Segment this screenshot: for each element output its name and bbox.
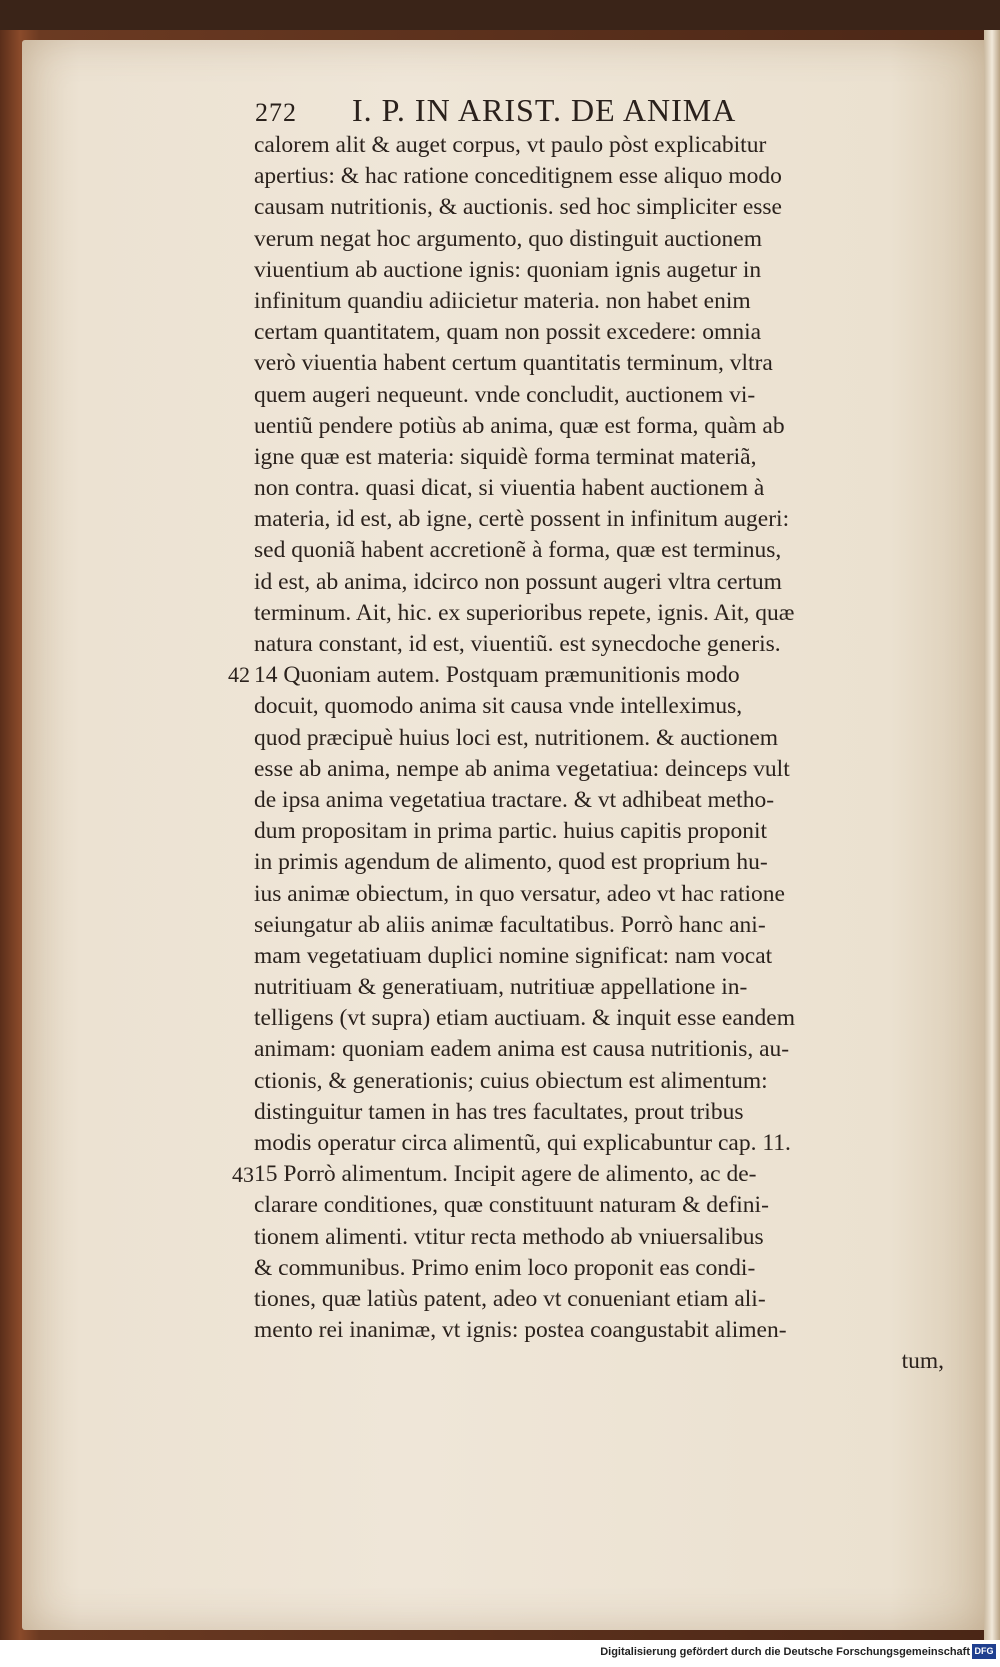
text-line: de ipsa anima vegetatiua tractare. & vt adhibeat metho- [254,786,775,813]
text-line: clarare conditiones, quæ constituunt naturam & defini- [254,1192,769,1219]
text-line: igne quæ est materia: siquidè forma terminat materiã, [254,443,757,470]
text-line: causam nutritionis, & auctionis. sed hoc simpliciter esse [254,194,782,221]
text-line: calorem alit & auget corpus, vt paulo pòst explicabitur [254,132,767,158]
text-line: animam: quoniam eadem anima est causa nutritionis, au- [254,1036,790,1063]
text-line: nutritiuam & generatiuam, nutritiuæ appellatione in- [254,974,748,1001]
text-line: verò viuentia habent certum quantitatis terminum, vltra [254,350,773,377]
text-line: esse ab anima, nempe ab anima vegetatiua: deinceps vult [254,755,790,782]
text-line: materia, id est, ab igne, certè possent in infinitum augeri: [254,506,790,533]
margin-number: 43 [232,1162,254,1187]
funding-credit: Digitalisierung gefördert durch die Deutsche Forschungsgemeinschaft [600,1646,970,1658]
text-line: verum negat hoc argumento, quo distinguit auctionem [254,225,762,252]
body-text [254,130,944,1378]
text-line: mento rei inanimæ, vt ignis: postea coangustabit alimen- [254,1317,787,1344]
text-line: terminum. Ait, hic. ex superioribus repete, ignis. Ait, quæ [254,599,795,626]
text-line: id est, ab anima, idcirco non possunt augeri vltra certum [254,568,782,595]
text-line: non contra. quasi dicat, si viuentia habent auctionem à [254,475,765,502]
text-line: apertius: & hac ratione conceditignem esse aliquo modo [254,163,782,190]
text-line: dum propositam in prima partic. huius capitis proponit [254,818,768,845]
text-line: 15 Porrò alimentum. Incipit agere de alimento, ac de- [254,1161,757,1188]
text-line: seiungatur ab aliis animæ facultatibus. Porrò hanc ani- [254,911,766,938]
text-line: ius animæ obiectum, in quo versatur, adeo vt hac ratione [254,880,785,907]
text-line: in primis agendum de alimento, quod est proprium hu- [254,849,768,876]
dfg-logo: DFG [972,1644,996,1659]
text-line: 14 Quoniam autem. Postquam præmunitionis modo [254,662,740,689]
page-number: 272 [255,98,297,127]
text-line: natura constant, id est, viuentiũ. est synecdoche generis. [254,631,781,657]
page-stack-edge [984,30,1000,1640]
text-line: certam quantitatem, quam non possit excedere: omnia [254,319,762,346]
text-line: docuit, quomodo anima sit causa vnde intelleximus, [254,693,743,720]
running-title: I. P. IN ARIST. DE ANIMA [352,92,737,128]
text-line: viuentium ab auctione ignis: quoniam ignis augetur in [254,256,762,283]
text-line: & communibus. Primo enim loco proponit eas condi- [254,1254,756,1281]
text-line: uentiũ pendere potiùs ab anima, quæ est forma, quàm ab [254,412,785,439]
catchword: tum, [901,1348,944,1375]
margin-number: 42 [228,662,250,687]
digitization-footer [0,1640,1000,1667]
text-line: telligens (vt supra) etiam auctiuam. & inquit esse eandem [254,1005,795,1032]
text-line: tiones, quæ latiùs patent, adeo vt conueniant etiam ali- [254,1285,766,1312]
text-line: distinguitur tamen in has tres facultates, prout tribus [254,1098,744,1125]
text-line: modis operatur circa alimentũ, qui explicabuntur cap. 11. [254,1130,791,1156]
running-head [255,92,955,129]
text-line: infinitum quandiu adiicietur materia. non habet enim [254,287,751,314]
text-line: sed quoniã habent accretionẽ à forma, quæ est terminus, [254,537,782,564]
text-line: tionem alimenti. vtitur recta methodo ab vniuersalibus [254,1223,764,1250]
text-line: quem augeri nequeunt. vnde concludit, auctionem vi- [254,381,756,408]
text-line: mam vegetatiuam duplici nomine significat: nam vocat [254,942,773,969]
text-line: ctionis, & generationis; cuius obiectum est alimentum: [254,1067,768,1094]
text-line: quod præcipuè huius loci est, nutritionem. & auctionem [254,724,779,751]
